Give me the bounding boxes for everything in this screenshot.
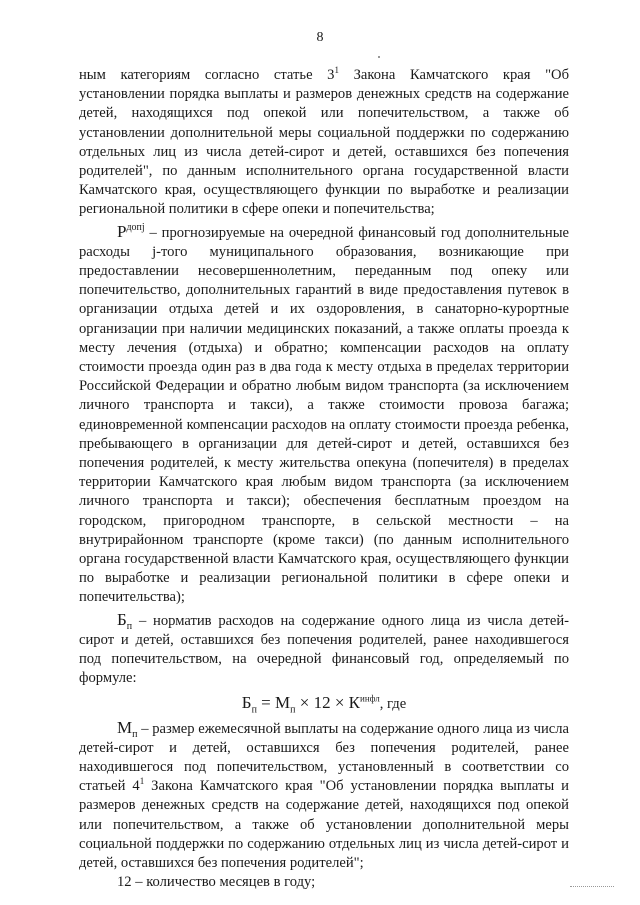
formula-mid: × 12 × К bbox=[295, 692, 360, 712]
paragraph-p-dop bbox=[79, 222, 569, 608]
paragraph-continuation bbox=[79, 66, 569, 220]
scan-dot bbox=[378, 56, 380, 58]
superscript: 1 bbox=[139, 776, 145, 787]
formula-k-superscript: инфл bbox=[360, 692, 380, 703]
scan-corner-mark bbox=[570, 886, 614, 888]
paragraph-text: – размер ежемесячной выплаты на содержание одного лица из числа детей-сирот и детей, оставшихся без попечения родителей, ранее находившегося под попечительством, установленный в соответствии со статьей 4 bbox=[79, 720, 569, 795]
superscript: 1 bbox=[334, 65, 339, 76]
paragraph-text: Закона Камчатского края "Об установлении порядка выплаты и размеров денежных средств на содержание детей, находящихся под опекой или попечительством, а также об установлении дополнительной меры социальной поддержки по содержанию отдельных лиц из числа детей-сирот и детей, оставшихся без попечения родителей"; bbox=[79, 778, 569, 871]
symbol-m: М bbox=[117, 717, 133, 737]
formula bbox=[79, 691, 569, 716]
symbol-p-superscript: доп bbox=[126, 221, 142, 233]
symbol-b: Б bbox=[117, 609, 127, 629]
symbol-b-subscript: п bbox=[126, 620, 133, 632]
paragraph-text: – прогнозируемые на очередной финансовый год дополнительные расходы j-того муниципального образования, возникающие при предоставлении несовершеннолетним, переданным под опеку или попечительство, дополнительных гарантий в виде предоставления путевок в организации отдыха детей и их оздоровления, в санаторно-курортные организации при наличии медицинских показаний, а также оплаты проезда к месту лечения (отдыха) и обратно; компенсации расходов на оплату стоимости проезда один раз в два года к месту отдыха в пределах территории Российской Федерации и обратно любым видом транспорта (за исключением личного транспорта и такси), а также стоимости провоза багажа; единовременной компенсации расходов на оплату стоимости проезда ребенка, пребывающего в организации для детей-сирот и детей, оставшихся без попечения родителей, к месту жительства опекуна (попечителя) в пределах территории Камчатского края любым видом транспорта (за исключением личного транспорта и такси); обеспечения бесплатным проездом на городском, пригородном транспорте, в сельской местности – на внутрирайонном транспорте (кроме такси) (по данным исполнительного органа государственной власти Камчатского края, осуществляющего функции по выработке и реализации региональной политики в сфере опеки и попечительства); bbox=[79, 224, 569, 606]
formula-eq: = М bbox=[256, 692, 291, 712]
formula-lhs: Б bbox=[241, 692, 252, 712]
symbol-m-subscript: п bbox=[132, 728, 138, 740]
page-number: 8 bbox=[316, 30, 324, 45]
symbol-p: P bbox=[117, 221, 127, 241]
formula-where: , где bbox=[379, 695, 407, 712]
document-body bbox=[79, 66, 569, 892]
paragraph-b-n bbox=[79, 610, 569, 689]
paragraph-months: 12 – количество месяцев в году; bbox=[117, 874, 316, 891]
formula-lhs-subscript: п bbox=[251, 703, 257, 715]
paragraph-text: – норматив расходов на содержание одного лица из числа детей-сирот и детей, оставшихся без попечения родителей, ранее находившегося под попечительством, на очередной финансовый год, определяемый по формуле: bbox=[79, 612, 569, 687]
paragraph-text: ным категориям согласно статье 3 bbox=[79, 67, 335, 83]
formula-m-subscript: п bbox=[290, 703, 296, 715]
paragraph-m-n bbox=[79, 718, 569, 874]
paragraph-text: Закона Камчатского края "Об установлении порядка выплаты и размеров денежных средств на содержание детей, находящихся под опекой или попечительством, а также об установлении дополнительной меры социальной поддержки по содержанию отдельных лиц из числа детей-сирот и детей, оставшихся без попечения родителей", по данным исполнительного органа государственной власти Камчатского края, осуществляющего функции по выработке и реализации региональной политики в сфере опеки и попечительства; bbox=[79, 67, 569, 218]
symbol-p-index: j bbox=[141, 221, 145, 233]
